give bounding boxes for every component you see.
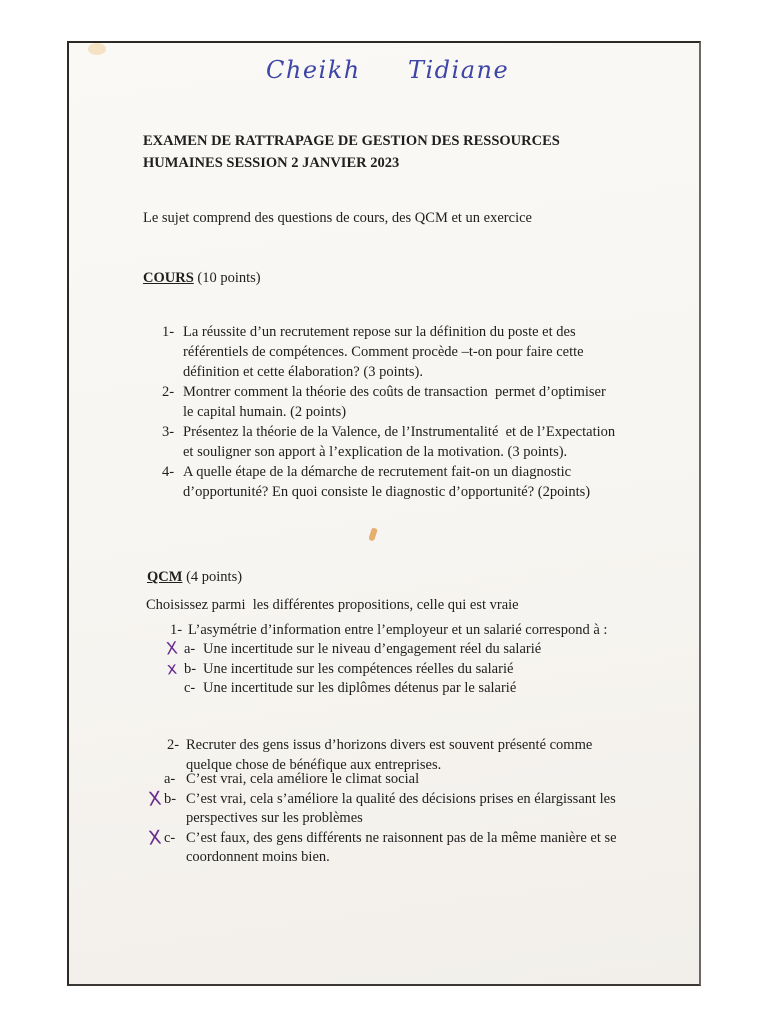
qcm-option-a: [148, 770, 617, 790]
question-line: définition et cette élaboration? (3 points).: [183, 364, 423, 380]
question-text: [183, 462, 590, 502]
question-number: 2-: [167, 737, 180, 753]
qcm-option-a: [160, 640, 541, 660]
handwritten-answer-mark: X: [147, 786, 163, 811]
option-line: C’est vrai, cela améliore le climat social: [186, 771, 420, 787]
question-line: Présentez la théorie de la Valence, de l’Instrumentalité et de l’Expectation: [183, 424, 616, 440]
question-line: Recruter des gens issus d’horizons divers est souvent présenté comme: [186, 737, 593, 753]
handwritten-last-name: Tidiane: [408, 56, 510, 84]
question-number: 4-: [162, 464, 175, 480]
cours-question-2: [162, 382, 615, 422]
exam-title-line-1: EXAMEN DE RATTRAPAGE DE GESTION DES RESSOURCES: [143, 133, 560, 149]
handwritten-first-name: Cheikh: [266, 56, 361, 84]
qcm-question-2: [167, 735, 592, 775]
cours-heading-label: COURS: [143, 270, 194, 286]
option-letter: b-: [164, 790, 177, 807]
question-line: d’opportunité? En quoi consiste le diagnostic d’opportunité? (2points): [183, 484, 591, 500]
qcm-heading-label: QCM: [147, 569, 183, 585]
question-text: [186, 735, 592, 775]
cours-question-3: [162, 422, 615, 462]
option-text: [186, 790, 616, 829]
question-number: 1-: [170, 622, 183, 638]
question-number: 1-: [162, 324, 175, 340]
option-letter: c-: [164, 829, 176, 846]
option-line: Une incertitude sur le niveau d’engagement réel du salarié: [203, 641, 542, 657]
cours-question-list: [162, 322, 615, 502]
option-line: coordonnent moins bien.: [186, 849, 330, 865]
qcm-option-c: [147, 825, 617, 868]
question-line: L’asymétrie d’information entre l’employeur et un salarié correspond à :: [188, 622, 608, 638]
option-text: [203, 679, 516, 699]
option-text: [203, 660, 513, 680]
option-letter: a-: [164, 771, 176, 787]
handwritten-answer-mark: X: [165, 638, 179, 660]
qcm-instruction: Choisissez parmi les différentes propositions, celle qui est vraie: [146, 597, 519, 613]
option-text: [186, 770, 419, 790]
question-text: [183, 322, 584, 382]
cours-points: (10 points): [197, 270, 261, 286]
option-line: Une incertitude sur les compétences réelles du salarié: [203, 660, 514, 677]
exam-intro: Le sujet comprend des questions de cours, des QCM et un exercice: [143, 210, 532, 226]
qcm-option-b: [147, 786, 617, 829]
qcm-question-1: [170, 620, 607, 640]
question-text: [183, 382, 606, 422]
question-line: référentiels de compétences. Comment procède –t-on pour faire cette: [183, 344, 584, 360]
question-line: A quelle étape de la démarche de recrutement fait-on un diagnostic: [183, 464, 572, 480]
cours-section-heading: [143, 268, 261, 288]
option-line: Une incertitude sur les diplômes détenus par le salarié: [203, 680, 517, 696]
qcm-option-b: [160, 660, 541, 680]
question-line: et souligner son apport à l’explication de la motivation. (3 points).: [183, 444, 568, 460]
question-text: [188, 620, 607, 640]
question-line: La réussite d’un recrutement repose sur la définition du poste et des: [183, 324, 576, 340]
option-line: perspectives sur les problèmes: [186, 810, 363, 826]
question-line: Montrer comment la théorie des coûts de transaction permet d’optimiser: [183, 384, 606, 400]
exam-title-line-2: HUMAINES SESSION 2 JANVIER 2023: [143, 155, 400, 171]
option-line: C’est vrai, cela s’améliore la qualité des décisions prises en élargissant les: [186, 790, 616, 807]
option-line: C’est faux, des gens différents ne raisonnent pas de la même manière et se: [186, 829, 617, 846]
mark-column: [159, 678, 185, 700]
handwritten-answer-mark: x: [165, 658, 178, 679]
option-letter: a-: [184, 641, 196, 657]
option-letter: c-: [184, 680, 196, 696]
option-letter: b-: [184, 660, 197, 677]
cours-question-4: [162, 462, 615, 502]
handwritten-answer-mark: X: [147, 825, 163, 850]
question-line: le capital humain. (2 points): [183, 404, 347, 420]
qcm-option-c: [160, 679, 541, 699]
cours-question-1: [162, 322, 615, 382]
option-text: [203, 640, 541, 660]
question-number: 2-: [162, 384, 175, 400]
qcm-section-heading: [147, 567, 242, 587]
option-text: [186, 829, 617, 868]
qcm-question-1-options: [160, 640, 541, 699]
corner-stain: [88, 43, 106, 55]
qcm-question-2-options: [148, 770, 617, 868]
qcm-points: (4 points): [186, 569, 243, 585]
question-number: 3-: [162, 424, 175, 440]
question-line: quelque chose de bénéfique aux entreprises.: [186, 757, 442, 773]
question-text: [183, 422, 615, 462]
